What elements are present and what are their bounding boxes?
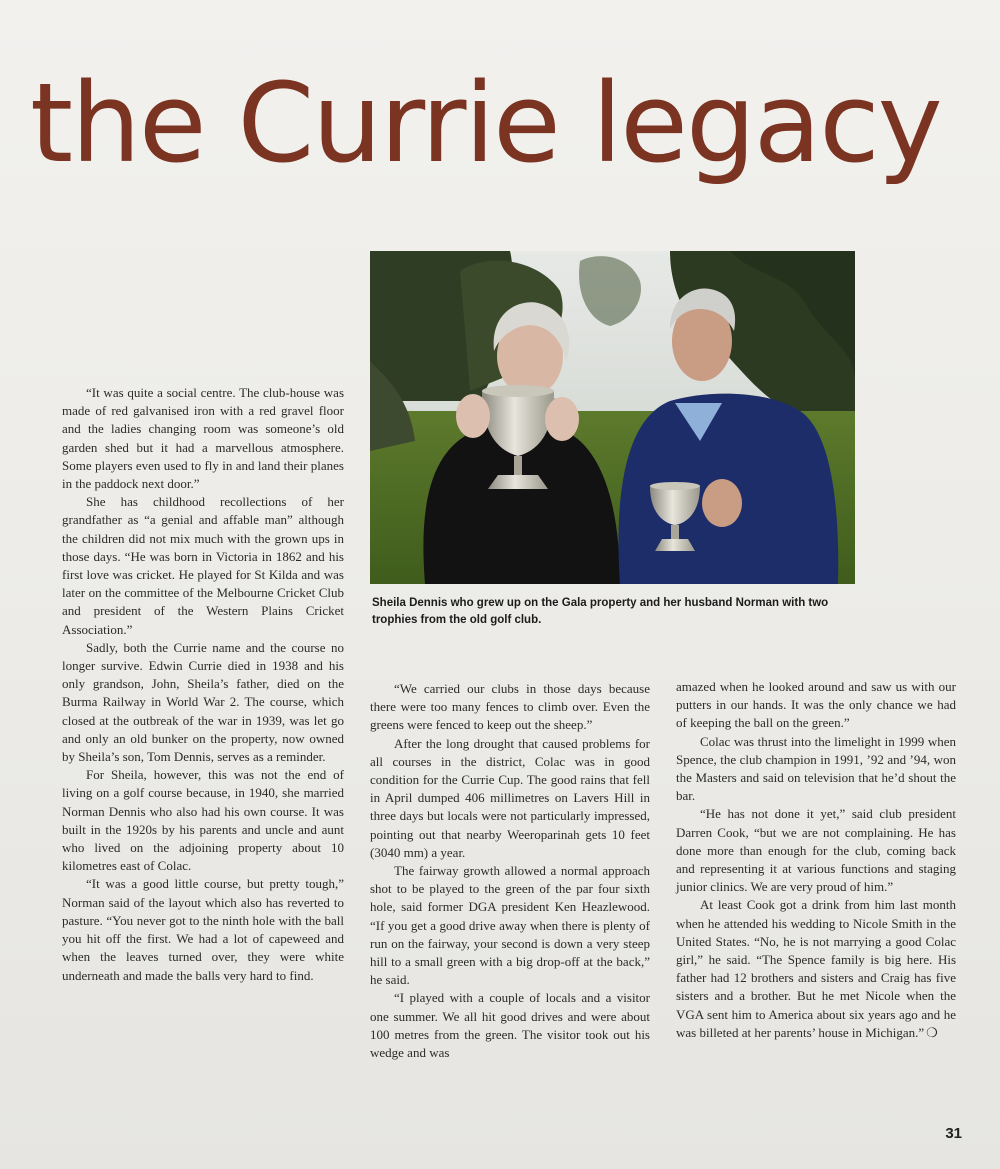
paragraph: “We carried our clubs in those days because there were too many fences to climb over. Even the greens were fenced to keep out the sheep.” [370, 681, 650, 733]
photo-caption: Sheila Dennis who grew up on the Gala property and her husband Norman with two trophies from the old golf club. [372, 597, 829, 626]
end-of-article-icon: ❍ [926, 1024, 938, 1040]
paragraph: After the long drought that caused problems for all courses in the district, Colac was in good condition for the Currie Cup. The good rains that fell in April dumped 406 millimetres on Lavers Hill in three days but locals were not particularly impressed, pointing out that nearby Weeroparinah gets 10 feet (3040 mm) a year. [370, 735, 650, 860]
headline: the Currie legacy [30, 59, 941, 187]
paragraph: “I played with a couple of locals and a visitor one summer. We all hit good drives and were about 100 metres from the green. The visitor took out his wedge and was [370, 990, 650, 1061]
paragraph-final [676, 896, 956, 1042]
page-number: 31 [945, 1125, 962, 1142]
paragraph: “It was a good little course, but pretty tough,” Norman said of the layout which also has reverted to pasture. “You never got to the ninth hole with the ball you hit off the first. We had a lot of capeweed and when the leaves turned over, they were white underneath and made the balls very hard to find. [62, 876, 344, 983]
paragraph-final-text: At least Cook got a drink from him last month when he attended his wedding to Nicole Smith in the United States. “No, he is not marrying a good Colac girl,” he said. “The Spence family is big here. His father had 12 brothers and sisters and Craig has five sisters and a brother. But he met Nicole when the VGA sent him to America about six years ago and he was billeted at her parents’ house in Michigan.” [676, 897, 956, 1040]
paragraph: Sadly, both the Currie name and the course no longer survive. Edwin Currie died in 1938 and his only grandson, John, Sheila’s father, died on the Burma Railway in World War 2. The course, which closed at the outbreak of the war in 1939, was let go and only an old bunker on the property, now owned by Sheila’s son, Tom Dennis, serves as a reminder. [62, 639, 344, 765]
paragraph: “It was quite a social centre. The club-house was made of red galvanised iron with a red gravel floor and the ladies changing room was someone’s old garden shed but it had a marvellous atmosphere. Some players even used to fly in and land their planes in the paddock next door.” [62, 385, 344, 492]
paragraph: “He has not done it yet,” said club president Darren Cook, “but we are not complaining. He has done more than enough for the club, coming back and representing it at various functions and staging junior clinics. We are very proud of him.” [676, 806, 956, 895]
article-column-1 [62, 384, 344, 985]
trophy-photo [370, 251, 855, 584]
paragraph: She has childhood recollections of her grandfather as “a genial and affable man” although the children did not mix much with the grown ups in those days. “He was born in Victoria in 1862 and his first love was cricket. He played for St Kilda and was later on the committee of the Melbourne Cricket Club and president of the Western Plains Cricket Association.” [62, 494, 344, 637]
article-column-2 [370, 680, 650, 1062]
article-column-3 [676, 678, 956, 1042]
trophy-photo-illustration [370, 251, 855, 584]
paragraph: Colac was thrust into the limelight in 1999 when Spence, the club champion in 1991, ’92 and ’94, won the Masters and said on television that he’d shout the bar. [676, 733, 956, 804]
paragraph: For Sheila, however, this was not the end of living on a golf course because, in 1940, she married Norman Dennis who also had his own course. It was built in the 1920s by his parents and uncle and aunt who lived on the adjoining property about 10 kilometres east of Colac. [62, 767, 344, 874]
paragraph-continuation: amazed when he looked around and saw us with our putters in our hands. It was the only chance we had of keeping the ball on the green.” [676, 679, 956, 731]
paragraph: The fairway growth allowed a normal approach shot to be played to the green of the par four sixth hole, said former DGA president Ken Heazlewood. “If you get a good drive away when there is plenty of run on the fairway, your second is down a very steep hill to a small green with a big drop-off at the back,” he said. [370, 863, 650, 988]
